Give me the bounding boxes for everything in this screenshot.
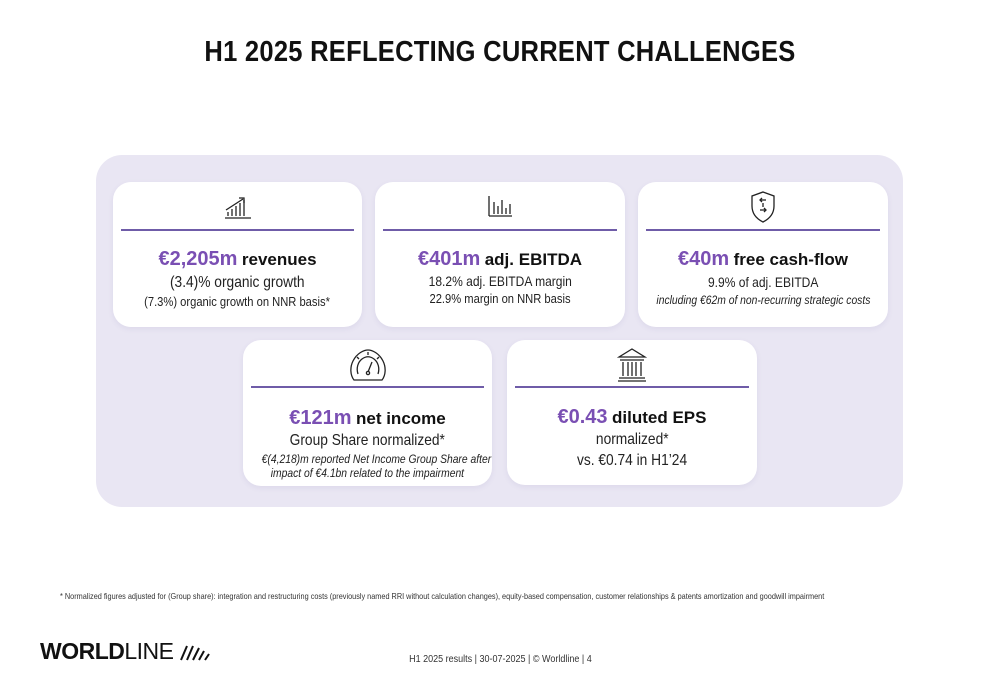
worldline-logo: WORLD LINE <box>40 638 213 665</box>
eps-line-2: vs. €0.74 in H1’24 <box>576 452 688 469</box>
net-income-line-1: Group Share normalized* <box>289 432 446 449</box>
ebitda-line-1: 18.2% adj. EBITDA margin <box>428 273 572 289</box>
cashflow-label: free cash-flow <box>733 250 848 269</box>
eps-label: diluted EPS <box>612 408 707 427</box>
card-divider <box>646 229 880 231</box>
ebitda-metric: €401m <box>417 248 481 270</box>
bank-building-icon <box>507 347 757 383</box>
cashflow-line-2: including €62m of non-recurring strategic costs <box>656 293 870 307</box>
revenues-headline <box>113 248 362 271</box>
net-income-headline <box>243 407 492 430</box>
revenues-card <box>113 182 362 327</box>
card-divider <box>251 386 484 388</box>
bar-chart-icon <box>375 194 625 218</box>
footer-text: H1 2025 results | 30-07-2025 | © Worldline | 4 <box>408 654 592 665</box>
eps-metric: €0.43 <box>557 406 608 428</box>
eps-card <box>507 340 757 485</box>
net-income-label: net income <box>355 409 446 428</box>
footnote: * Normalized figures adjusted for (Group share): integration and restructuring costs (previously named RRI without calculation changes), equity-based compensation, customer relationships & patents amortization and goodwill impairment <box>60 591 825 601</box>
revenues-metric: €2,205m <box>158 248 238 270</box>
revenues-line-2: (7.3%) organic growth on NNR basis* <box>144 294 331 309</box>
eps-headline <box>507 406 757 429</box>
net-income-line-2: €(4,218)m reported Net Income Group Share after <box>261 452 492 466</box>
ebitda-card <box>375 182 625 327</box>
ebitda-line-2: 22.9% margin on NNR basis <box>429 291 571 306</box>
eps-line-1: normalized* <box>595 431 669 448</box>
cashflow-metric: €40m <box>678 248 730 270</box>
net-income-metric: €121m <box>289 407 352 429</box>
revenues-label: revenues <box>241 250 317 269</box>
card-divider <box>515 386 749 388</box>
ebitda-label: adj. EBITDA <box>484 250 583 269</box>
ebitda-headline <box>375 248 625 271</box>
card-divider <box>383 229 617 231</box>
card-divider <box>121 229 354 231</box>
net-income-line-3: impact of €4.1bn related to the impairment <box>270 466 465 480</box>
cashflow-card <box>638 182 888 327</box>
net-income-card <box>243 340 492 486</box>
cashflow-line-1: 9.9% of adj. EBITDA <box>707 274 819 290</box>
gauge-icon <box>243 348 492 384</box>
page-title: H1 2025 REFLECTING CURRENT CHALLENGES <box>204 36 796 68</box>
cashflow-headline <box>638 248 888 271</box>
growth-chart-icon <box>113 194 362 220</box>
shield-exchange-icon <box>638 190 888 224</box>
revenues-line-1: (3.4)% organic growth <box>170 274 305 291</box>
